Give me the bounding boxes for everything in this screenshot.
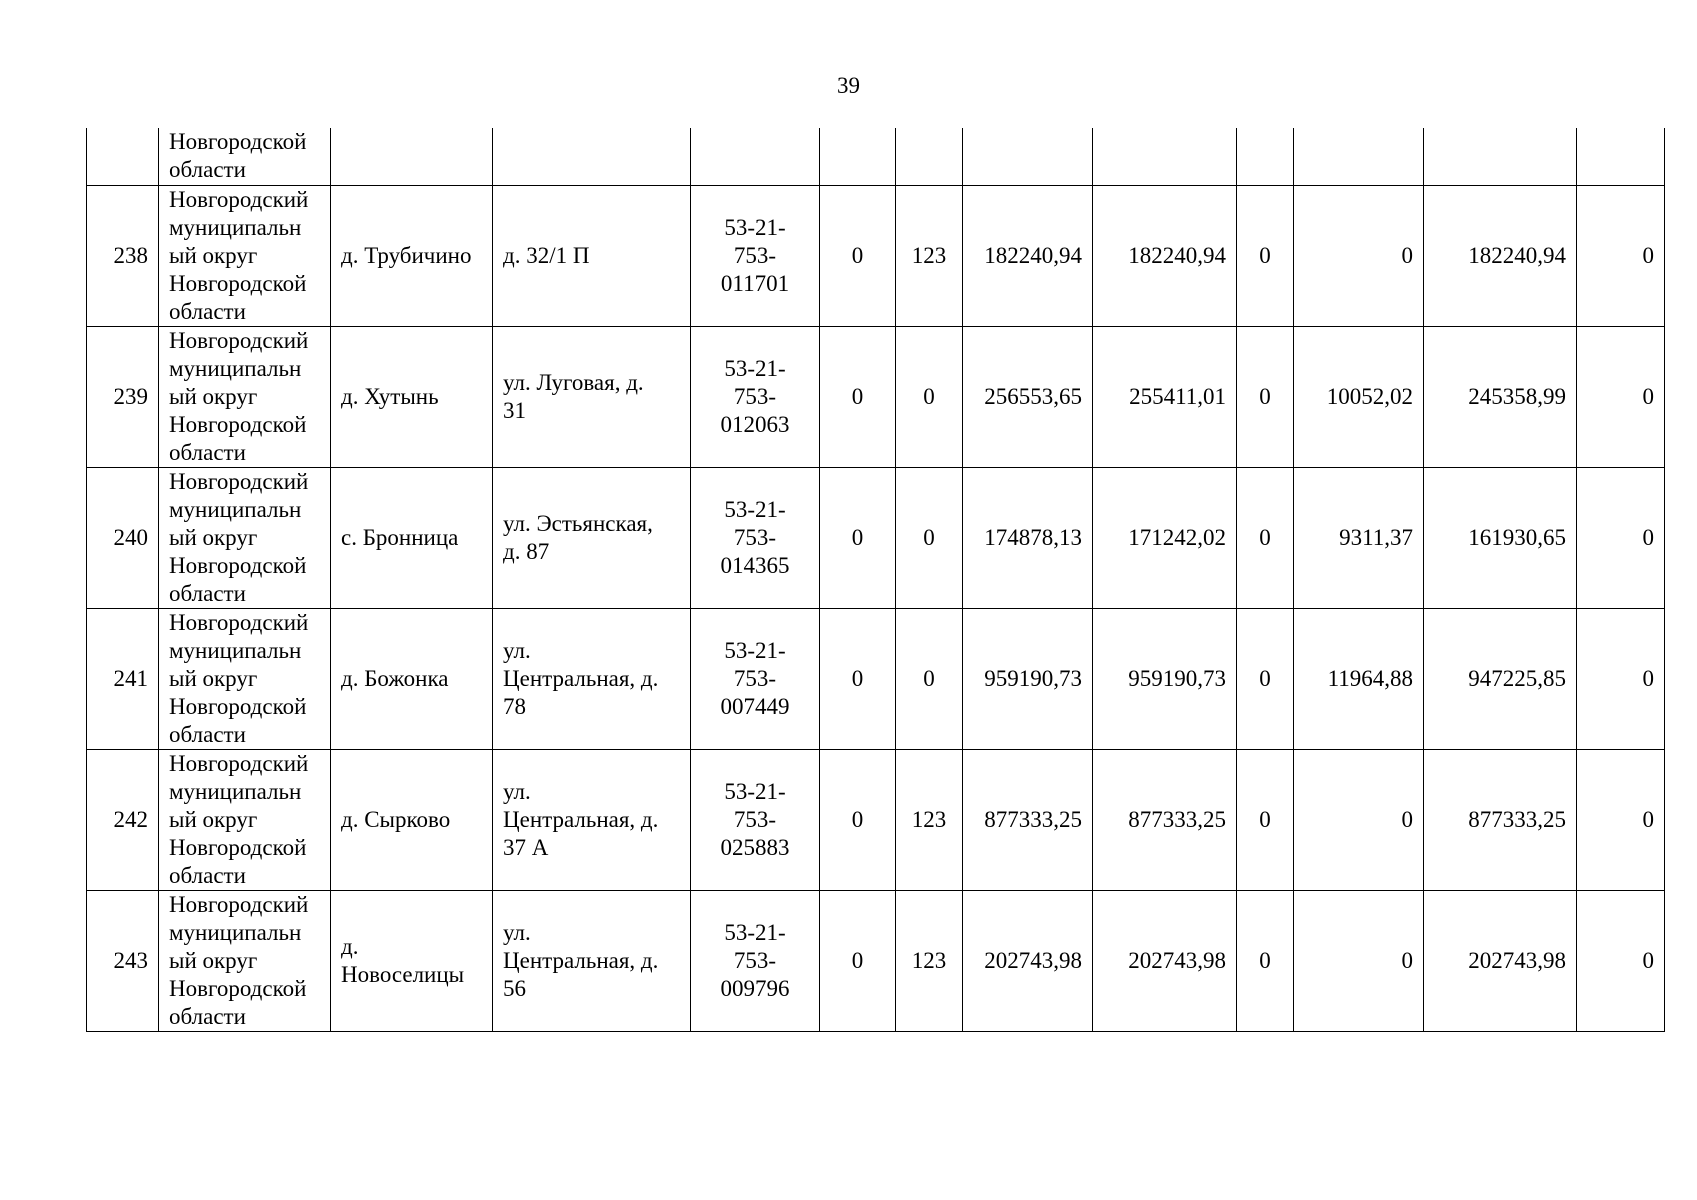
value-cell: 877333,25: [1424, 749, 1577, 890]
table-row: [87, 185, 1665, 326]
value-cell: 0: [1237, 467, 1294, 608]
value-cell: 0: [896, 326, 963, 467]
locality-cell: д. Новоселицы: [331, 890, 493, 1031]
value-cell: 959190,73: [963, 608, 1093, 749]
value-cell: 245358,99: [1424, 326, 1577, 467]
address-cell: ул. Луговая, д. 31: [493, 326, 691, 467]
value-cell: 0: [1577, 890, 1665, 1031]
municipality-cell: Новгородский муниципальн ый округ Новгородской области: [159, 185, 331, 326]
value-cell: 0: [896, 608, 963, 749]
table-body: [87, 185, 1665, 1031]
value-cell: 877333,25: [963, 749, 1093, 890]
value-cell: 0: [1294, 185, 1424, 326]
value-cell: 123: [896, 749, 963, 890]
value-cell: 0: [896, 467, 963, 608]
address-cell: ул. Центральная, д. 37 А: [493, 749, 691, 890]
locality-cell: д. Хутынь: [331, 326, 493, 467]
value-cell: 0: [1577, 185, 1665, 326]
value-cell: 0: [820, 890, 896, 1031]
code-cell: 53-21- 753- 009796: [691, 890, 820, 1031]
value-cell: 959190,73: [1093, 608, 1237, 749]
value-cell: 877333,25: [1093, 749, 1237, 890]
value-cell: 123: [896, 890, 963, 1031]
value-cell: 255411,01: [1093, 326, 1237, 467]
value-cell: 0: [1577, 608, 1665, 749]
row-number-cell: 238: [87, 185, 159, 326]
locality-cell: д. Божонка: [331, 608, 493, 749]
locality-cell: с. Бронница: [331, 467, 493, 608]
value-cell: 0: [820, 749, 896, 890]
row-number-cell: 241: [87, 608, 159, 749]
value-cell: 202743,98: [1424, 890, 1577, 1031]
table-row-continuation: [87, 128, 1665, 185]
value-cell: 9311,37: [1294, 467, 1424, 608]
table-row: [87, 467, 1665, 608]
address-cell: д. 32/1 П: [493, 185, 691, 326]
value-cell: 202743,98: [1093, 890, 1237, 1031]
value-cell: 0: [820, 326, 896, 467]
municipality-cell: Новгородский муниципальн ый округ Новгородской области: [159, 749, 331, 890]
code-cell: 53-21- 753- 012063: [691, 326, 820, 467]
value-cell: 0: [820, 185, 896, 326]
value-cell: 0: [1294, 749, 1424, 890]
value-cell: 0: [1577, 467, 1665, 608]
code-cell: 53-21- 753- 014365: [691, 467, 820, 608]
value-cell: 0: [820, 608, 896, 749]
table-row: [87, 326, 1665, 467]
value-cell: 947225,85: [1424, 608, 1577, 749]
value-cell: 256553,65: [963, 326, 1093, 467]
address-cell: ул. Центральная, д. 56: [493, 890, 691, 1031]
value-cell: 182240,94: [1424, 185, 1577, 326]
value-cell: 11964,88: [1294, 608, 1424, 749]
value-cell: 0: [1237, 326, 1294, 467]
address-cell: ул. Центральная, д. 78: [493, 608, 691, 749]
table-row: [87, 890, 1665, 1031]
locality-cell: д. Трубичино: [331, 185, 493, 326]
value-cell: 202743,98: [963, 890, 1093, 1031]
row-number-cell: 240: [87, 467, 159, 608]
municipality-cell: Новгородской области: [159, 128, 331, 185]
code-cell: 53-21- 753- 007449: [691, 608, 820, 749]
municipality-cell: Новгородский муниципальн ый округ Новгородской области: [159, 608, 331, 749]
value-cell: 10052,02: [1294, 326, 1424, 467]
value-cell: 171242,02: [1093, 467, 1237, 608]
locality-cell: д. Сырково: [331, 749, 493, 890]
row-number-cell: 239: [87, 326, 159, 467]
value-cell: 174878,13: [963, 467, 1093, 608]
value-cell: 0: [1237, 749, 1294, 890]
code-cell: 53-21- 753- 025883: [691, 749, 820, 890]
value-cell: 0: [820, 467, 896, 608]
value-cell: 0: [1237, 608, 1294, 749]
value-cell: 0: [1237, 890, 1294, 1031]
value-cell: 123: [896, 185, 963, 326]
data-table: [86, 128, 1665, 1032]
row-number-cell: 242: [87, 749, 159, 890]
value-cell: 182240,94: [1093, 185, 1237, 326]
address-cell: ул. Эстьянская, д. 87: [493, 467, 691, 608]
value-cell: 0: [1577, 326, 1665, 467]
municipality-cell: Новгородский муниципальн ый округ Новгородской области: [159, 467, 331, 608]
code-cell: 53-21- 753- 011701: [691, 185, 820, 326]
row-number-cell: 243: [87, 890, 159, 1031]
table-row: [87, 749, 1665, 890]
value-cell: 161930,65: [1424, 467, 1577, 608]
value-cell: 0: [1294, 890, 1424, 1031]
table-row: [87, 608, 1665, 749]
value-cell: 0: [1237, 185, 1294, 326]
municipality-cell: Новгородский муниципальн ый округ Новгородской области: [159, 890, 331, 1031]
value-cell: 182240,94: [963, 185, 1093, 326]
page-number: 39: [837, 73, 860, 98]
municipality-cell: Новгородский муниципальн ый округ Новгородской области: [159, 326, 331, 467]
value-cell: 0: [1577, 749, 1665, 890]
